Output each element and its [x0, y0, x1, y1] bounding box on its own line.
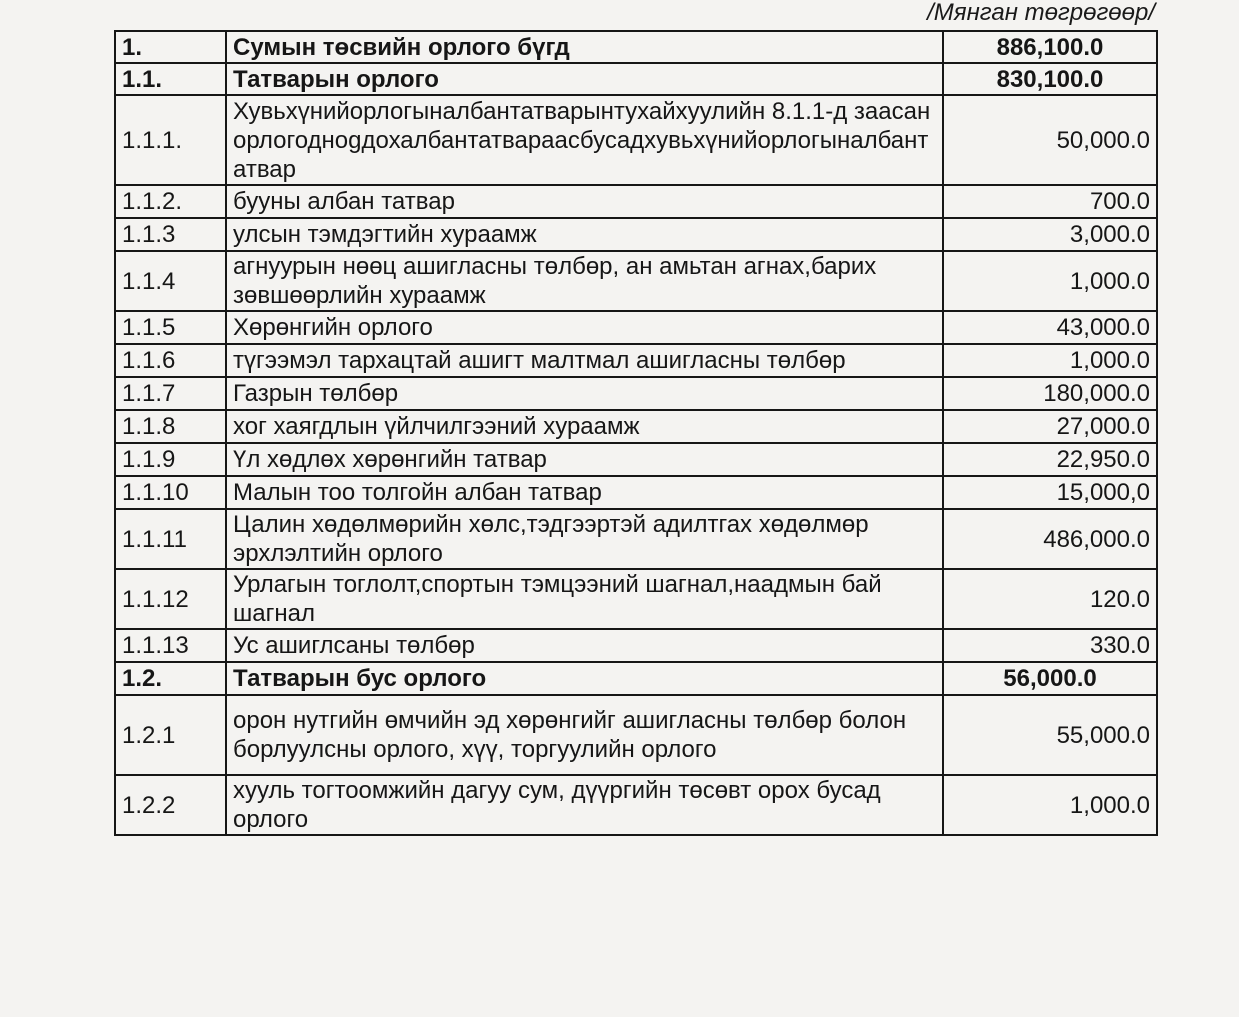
row-code: 1.1.2. — [115, 185, 226, 218]
table-row-tax-income — [115, 63, 1157, 95]
row-name: Үл хөдлөх хөрөнгийн татвар — [226, 443, 943, 476]
table-row — [115, 311, 1157, 344]
budget-income-table — [114, 30, 1158, 836]
row-code: 1.1.1. — [115, 95, 226, 185]
row-value: 1,000.0 — [943, 775, 1157, 835]
row-code: 1. — [115, 31, 226, 63]
row-code: 1.1.9 — [115, 443, 226, 476]
row-value: 180,000.0 — [943, 377, 1157, 410]
row-code: 1.1.5 — [115, 311, 226, 344]
row-value: 22,950.0 — [943, 443, 1157, 476]
row-code: 1.1. — [115, 63, 226, 95]
row-code: 1.1.3 — [115, 218, 226, 251]
unit-note: /Мянган төгрөгөөр/ — [927, 0, 1155, 26]
row-name: орон нутгийн өмчийн эд хөрөнгийг ашигласны төлбөр болон борлуулсны орлого, хүү, торгуулийн орлого — [226, 695, 943, 775]
row-value: 50,000.0 — [943, 95, 1157, 185]
row-name: түгээмэл тархацтай ашигт малтмал ашигласны төлбөр — [226, 344, 943, 377]
row-value: 886,100.0 — [943, 31, 1157, 63]
table-row — [115, 377, 1157, 410]
table-row — [115, 695, 1157, 775]
row-code: 1.2.2 — [115, 775, 226, 835]
row-code: 1.1.12 — [115, 569, 226, 629]
table-row — [115, 251, 1157, 311]
blank-page-area — [0, 900, 1239, 1017]
row-value: 56,000.0 — [943, 662, 1157, 695]
table-row — [115, 410, 1157, 443]
row-value: 55,000.0 — [943, 695, 1157, 775]
row-name: Сумын төсвийн орлого бүгд — [226, 31, 943, 63]
table-row — [115, 629, 1157, 662]
row-name: Урлагын тоглолт,спортын тэмцээний шагнал,наадмын бай шагнал — [226, 569, 943, 629]
row-value: 700.0 — [943, 185, 1157, 218]
row-name: Хувьхүнийорлогыналбантатварынтухайхуулийн 8.1.1-д заасанорлогоднogдохалбантатвараасбусадхувьхүнийорлогыналбантатвар — [226, 95, 943, 185]
row-code: 1.1.8 — [115, 410, 226, 443]
table-row — [115, 95, 1157, 185]
row-name: Малын тоо толгойн албан татвар — [226, 476, 943, 509]
row-name: хууль тогтоомжийн дагуу сум, дүүргийн төсөвт орох бусад орлого — [226, 775, 943, 835]
row-code: 1.1.4 — [115, 251, 226, 311]
row-value: 43,000.0 — [943, 311, 1157, 344]
row-name: Татварын орлого — [226, 63, 943, 95]
row-code: 1.1.10 — [115, 476, 226, 509]
row-value: 830,100.0 — [943, 63, 1157, 95]
table-row — [115, 569, 1157, 629]
row-value: 27,000.0 — [943, 410, 1157, 443]
row-value: 15,000,0 — [943, 476, 1157, 509]
row-name: Газрын төлбөр — [226, 377, 943, 410]
row-name: агнуурын нөөц ашигласны төлбөр, ан амьтан агнах,барих зөвшөөрлийн хураамж — [226, 251, 943, 311]
row-code: 1.1.7 — [115, 377, 226, 410]
row-name: улсын тэмдэгтийн хураамж — [226, 218, 943, 251]
row-code: 1.2.1 — [115, 695, 226, 775]
table-row — [115, 218, 1157, 251]
row-value: 120.0 — [943, 569, 1157, 629]
table-row — [115, 509, 1157, 569]
row-name: бууны албан татвар — [226, 185, 943, 218]
row-name: хог хаягдлын үйлчилгээний хураамж — [226, 410, 943, 443]
table-row — [115, 476, 1157, 509]
row-value: 3,000.0 — [943, 218, 1157, 251]
table-row — [115, 344, 1157, 377]
table-row-total — [115, 31, 1157, 63]
row-name: Ус ашиглсаны төлбөр — [226, 629, 943, 662]
row-value: 330.0 — [943, 629, 1157, 662]
row-name: Татварын бус орлого — [226, 662, 943, 695]
row-code: 1.1.6 — [115, 344, 226, 377]
row-code: 1.1.11 — [115, 509, 226, 569]
row-code: 1.1.13 — [115, 629, 226, 662]
table-row — [115, 443, 1157, 476]
row-value: 1,000.0 — [943, 251, 1157, 311]
row-code: 1.2. — [115, 662, 226, 695]
row-name: Хөрөнгийн орлого — [226, 311, 943, 344]
row-value: 486,000.0 — [943, 509, 1157, 569]
table-row-non-tax-income — [115, 662, 1157, 695]
table-row — [115, 775, 1157, 835]
row-name: Цалин хөдөлмөрийн хөлс,тэдгээртэй адилтгах хөдөлмөр эрхлэлтийн орлого — [226, 509, 943, 569]
row-value: 1,000.0 — [943, 344, 1157, 377]
table-row — [115, 185, 1157, 218]
